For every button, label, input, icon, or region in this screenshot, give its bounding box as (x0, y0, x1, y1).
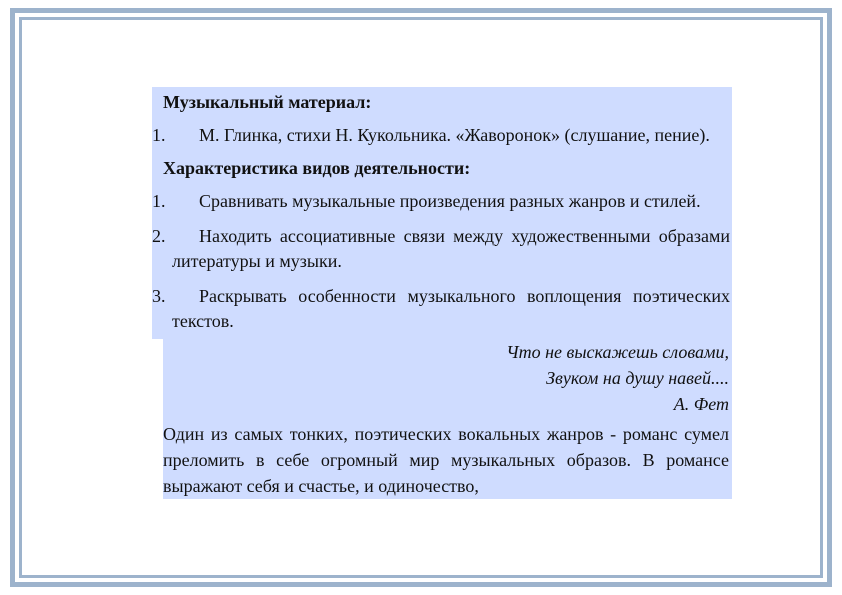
epigraph-line-2: Звуком на душу навей.... (546, 368, 729, 388)
epigraph-author: А. Фет (673, 394, 729, 414)
epigraph (163, 339, 732, 417)
epigraph-line-1: Что не выскажешь словами, (506, 342, 729, 362)
activity-item-1 (152, 184, 732, 219)
material-item-1 (152, 118, 732, 153)
list-item-text: М. Глинка, стихи Н. Кукольника. «Жаворонок» (слушание, пение). (199, 125, 710, 145)
list-item-text: Раскрывать особенности музыкального воплощения поэтических текстов. (172, 286, 730, 331)
list-item-text: Сравнивать музыкальные произведения разных жанров и стилей. (199, 191, 701, 211)
slide-content (152, 87, 732, 499)
list-number: 1. (152, 191, 166, 211)
activity-item-3 (152, 279, 732, 339)
list-number: 1. (152, 125, 166, 145)
list-number: 2. (152, 226, 166, 246)
list-item-text: Находить ассоциативные связи между художественными образами литературы и музыки. (172, 226, 730, 271)
heading-material: Музыкальный материал: (152, 87, 732, 118)
list-number: 3. (152, 286, 166, 306)
body-paragraph: Один из самых тонких, поэтических вокальных жанров - романс сумел преломить в себе огромный мир музыкальных образов. В романсе выражают себя и счастье, и одиночество, (163, 417, 732, 499)
activity-item-2 (152, 219, 732, 279)
heading-activities: Характеристика видов деятельности: (152, 153, 732, 184)
